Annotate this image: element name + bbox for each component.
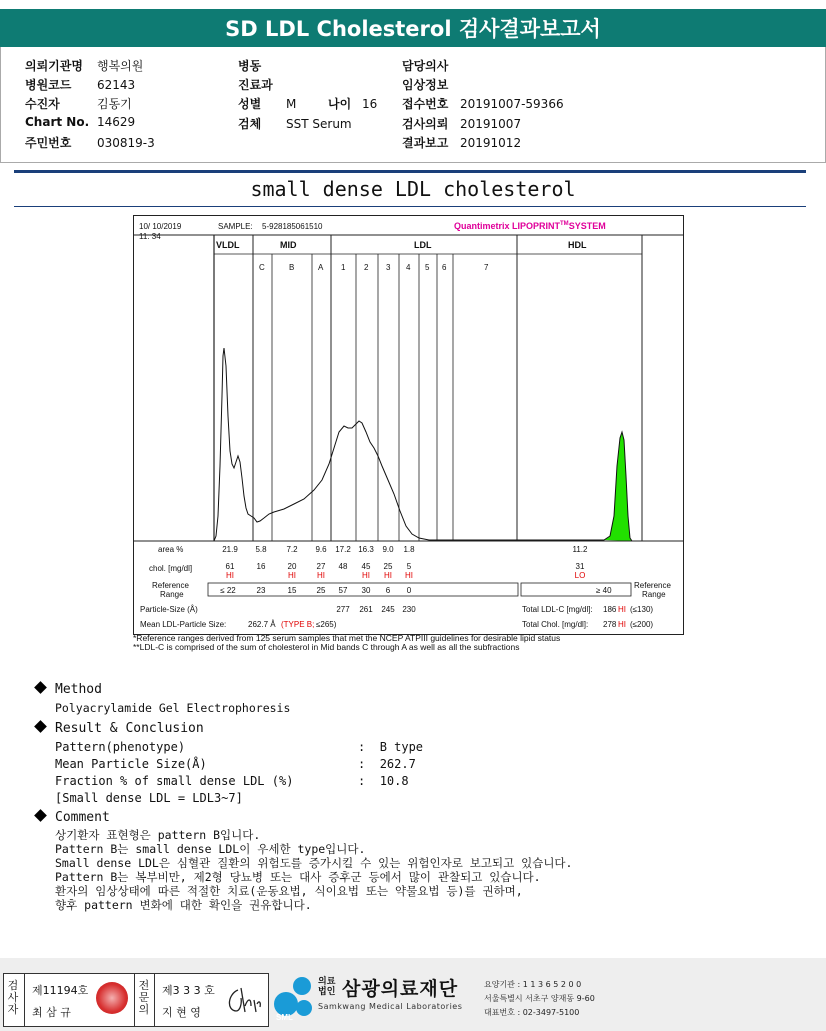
- total-chol-flag: HI: [618, 620, 626, 629]
- ref-label-right-1: Reference: [634, 581, 671, 590]
- lipoprint-svg: [134, 216, 683, 634]
- area-value: 16.3: [358, 545, 374, 554]
- report-title-bar: [0, 9, 826, 47]
- band-label-b: B: [289, 263, 295, 272]
- result-value-size: : 262.7: [358, 757, 416, 771]
- ref-value: 30: [361, 586, 371, 595]
- mean-size-ref: ≤265): [316, 620, 337, 629]
- footnote-2: **LDL-C is comprised of the sum of cholesterol in Mid bands C through A as well as all the subfractions: [133, 642, 520, 652]
- total-chol-label: Total Chol. [mg/dl]:: [522, 620, 589, 629]
- band-fill-vldl: [214, 348, 632, 541]
- chol-value: 45: [361, 562, 371, 571]
- particle-size-value: 245: [381, 605, 395, 614]
- band-label-4: 4: [406, 263, 411, 272]
- ref-range-box-hdl: [521, 583, 631, 596]
- chart-time: 11: 34: [139, 232, 161, 241]
- band-dividers: [272, 254, 453, 541]
- band-fill-mid-b: [214, 348, 632, 541]
- profile-outline: [214, 348, 632, 541]
- sml-logo-icon: [272, 974, 316, 1024]
- ref-value: ≤ 22: [220, 586, 236, 595]
- mean-size-value: 262.7 Å: [248, 620, 276, 629]
- chol-value: 48: [338, 562, 348, 571]
- section-title: small dense LDL cholesterol: [250, 177, 576, 201]
- band-label-5: 5: [425, 263, 430, 272]
- total-ldl-value: 186: [603, 605, 617, 614]
- chart-date: 10/ 10/2019: [139, 222, 182, 231]
- specialist-license: 제3 3 3 호: [162, 984, 215, 997]
- info-ward: 병동: [238, 59, 262, 73]
- chol-value: 20: [287, 562, 297, 571]
- ref-value: 15: [287, 586, 297, 595]
- logo-badge-text: SML: [276, 1013, 293, 1022]
- particle-size-value: 277: [336, 605, 350, 614]
- examiner-license: 제11194호: [32, 984, 89, 997]
- psize-label: Particle-Size (Å): [140, 605, 198, 614]
- mean-size-type: (TYPE B;: [281, 620, 315, 629]
- band-label-2: 2: [364, 263, 369, 272]
- chol-flag: HI: [226, 571, 234, 580]
- area-value: 17.2: [335, 545, 351, 554]
- chol-flag: HI: [384, 571, 392, 580]
- info-doctor: 담당의사: [402, 59, 449, 73]
- info-sex: 성별 M: [238, 97, 297, 111]
- diamond-bullet-icon: [34, 809, 47, 822]
- comment-line: 향후 pattern 변화에 대한 확인을 권유합니다.: [55, 898, 312, 912]
- band-label-a: A: [318, 263, 324, 272]
- info-hospital-code: 병원코드 62143: [25, 78, 136, 92]
- band-fill-ldl3: [214, 348, 632, 541]
- result-value-fraction: : 10.8: [358, 774, 409, 788]
- result-note: [Small dense LDL = LDL3~7]: [55, 791, 243, 805]
- diamond-bullet-icon: [34, 681, 47, 694]
- area-value: 21.9: [222, 545, 238, 554]
- ref-value: 25: [316, 586, 326, 595]
- info-department: 진료과: [238, 78, 273, 92]
- org-contact: 요양기관 : 1 1 3 6 5 2 0 0 서울특별시 서초구 양재동 9-60 대표번호 : 02-3497-5100: [484, 980, 595, 1017]
- info-patient: 수진자 김동기: [25, 97, 132, 111]
- particle-size-value: 261: [359, 605, 373, 614]
- org-name-en: Samkwang Medical Laboratories: [318, 1002, 463, 1011]
- specialist-signature-icon: [224, 984, 264, 1018]
- comment-heading: Comment: [36, 810, 110, 825]
- ref-value: 57: [338, 586, 348, 595]
- total-ldl-label: Total LDL-C [mg/dl]:: [522, 605, 593, 614]
- group-label-hdl: HDL: [568, 240, 587, 250]
- info-report-date: 결과보고 20191012: [402, 136, 522, 150]
- sample-label: SAMPLE:: [218, 222, 253, 231]
- chol-label: chol. [mg/dl]: [149, 564, 193, 573]
- examiner-seal-icon: [96, 982, 128, 1014]
- ref-hdl: ≥ 40: [596, 586, 612, 595]
- section-rule-bottom: [14, 206, 806, 207]
- result-value-pattern: : B type: [358, 740, 424, 754]
- comment-line: Small dense LDL은 심혈관 질환의 위험도를 증가시킬 수 있는 위험인자로 보고되고 있습니다.: [55, 856, 573, 870]
- result-row-size: Mean Particle Size(Å): [55, 757, 207, 771]
- result-row-pattern: Pattern(phenotype): [55, 740, 186, 754]
- band-label-3: 3: [386, 263, 391, 272]
- profile-fill: [214, 348, 632, 541]
- ref-label-1: Reference: [152, 581, 189, 590]
- particle-size-value: 230: [402, 605, 416, 614]
- area-label: area %: [158, 545, 184, 554]
- chol-flag: HI: [288, 571, 296, 580]
- band-fill-ldl4: [214, 348, 632, 541]
- ref-label-2: Range: [160, 590, 184, 599]
- band-label-6: 6: [442, 263, 447, 272]
- chol-value: 5: [406, 562, 412, 571]
- method-text: Polyacrylamide Gel Electrophoresis: [55, 701, 291, 715]
- chol-value: 61: [225, 562, 235, 571]
- group-label-mid: MID: [280, 240, 297, 250]
- chol-value: 16: [256, 562, 266, 571]
- band-label-7: 7: [484, 263, 489, 272]
- chol-flag: LO: [574, 571, 586, 580]
- patient-info-box: [0, 47, 826, 163]
- band-fill-mid-c: [214, 348, 632, 541]
- chol-value: 25: [383, 562, 393, 571]
- band-fill-ldl1: [214, 348, 632, 541]
- chol-flag: HI: [405, 571, 413, 580]
- report-title: SD LDL Cholesterol 검사결과보고서: [225, 17, 601, 41]
- signature-box: [3, 973, 269, 1027]
- diamond-bullet-icon: [34, 720, 47, 733]
- total-ldl-ref: (≤130): [630, 605, 654, 614]
- comment-line: Pattern B는 복부비만, 제2형 당뇨병 또는 대사 증후군 등에서 많이 관찰되고 있습니다.: [55, 870, 541, 884]
- area-value: 5.8: [255, 545, 267, 554]
- sample-id: 5-928185061510: [262, 222, 323, 231]
- group-label-ldl: LDL: [414, 240, 432, 250]
- comment-line: Pattern B는 small dense LDL이 우세한 type입니다.: [55, 842, 366, 856]
- ref-value: 0: [406, 586, 412, 595]
- method-heading: Method: [36, 682, 102, 697]
- examiner-label: 검사자: [7, 979, 19, 1016]
- info-clinical: 임상정보: [402, 78, 449, 92]
- total-ldl-flag: HI: [618, 605, 626, 614]
- info-requester: 의뢰기관명 행복의원: [25, 59, 144, 73]
- comment-line: 환자의 임상상태에 따른 적절한 치료(운동요법, 식이요법 또는 약물요법 등)를 권하며,: [55, 884, 523, 898]
- comment-line: 상기환자 표현형은 pattern B입니다.: [55, 828, 261, 842]
- result-row-fraction: Fraction % of small dense LDL (%): [55, 774, 294, 788]
- total-chol-ref: (≤200): [630, 620, 654, 629]
- brand-text: Quantimetrix LIPOPRINT™SYSTEM: [454, 221, 606, 231]
- specialist-name: 지 현 영: [162, 1006, 201, 1019]
- chol-value: 27: [316, 562, 326, 571]
- info-request-date: 검사의뢰 20191007: [402, 117, 522, 131]
- mean-size-label: Mean LDL-Particle Size:: [140, 620, 227, 629]
- chol-flag: HI: [317, 571, 325, 580]
- org-prefix: 의료 법인: [318, 977, 336, 997]
- area-value: 9.6: [315, 545, 327, 554]
- band-label-c: C: [259, 263, 265, 272]
- lipoprint-chart: [133, 215, 684, 635]
- area-value: 11.2: [572, 545, 588, 554]
- info-specimen: 검체 SST Serum: [238, 117, 352, 131]
- section-rule-top: [14, 170, 806, 173]
- chol-flag: HI: [362, 571, 370, 580]
- ref-value: 6: [385, 586, 391, 595]
- org-name: 삼광의료재단: [342, 978, 459, 1000]
- area-value: 1.8: [403, 545, 415, 554]
- ref-label-right-2: Range: [642, 590, 666, 599]
- info-age: 나이 16: [328, 97, 378, 111]
- specialist-label: 전문의: [138, 979, 150, 1016]
- info-chart-no: Chart No. 14629: [25, 115, 136, 129]
- band-fill-hdl: [604, 432, 632, 541]
- info-id-no: 주민번호 030819-3: [25, 136, 155, 150]
- band-label-1: 1: [341, 263, 346, 272]
- total-chol-value: 278: [603, 620, 617, 629]
- area-value: 9.0: [382, 545, 394, 554]
- table-cells: [220, 545, 588, 614]
- ref-value: 23: [256, 586, 266, 595]
- chol-value: 31: [575, 562, 585, 571]
- info-receipt-no: 접수번호 20191007-59366: [402, 97, 564, 111]
- result-heading: Result & Conclusion: [36, 721, 204, 736]
- footnote-1: *Reference ranges derived from 125 serum samples that met the NCEP ATPIII guidelines for desirable lipid status: [133, 633, 561, 643]
- band-fill-ldl2: [214, 348, 632, 541]
- group-label-vldl: VLDL: [216, 240, 240, 250]
- band-fill-mid-a: [214, 348, 632, 541]
- examiner-name: 최 삼 규: [32, 1006, 71, 1019]
- area-value: 7.2: [286, 545, 298, 554]
